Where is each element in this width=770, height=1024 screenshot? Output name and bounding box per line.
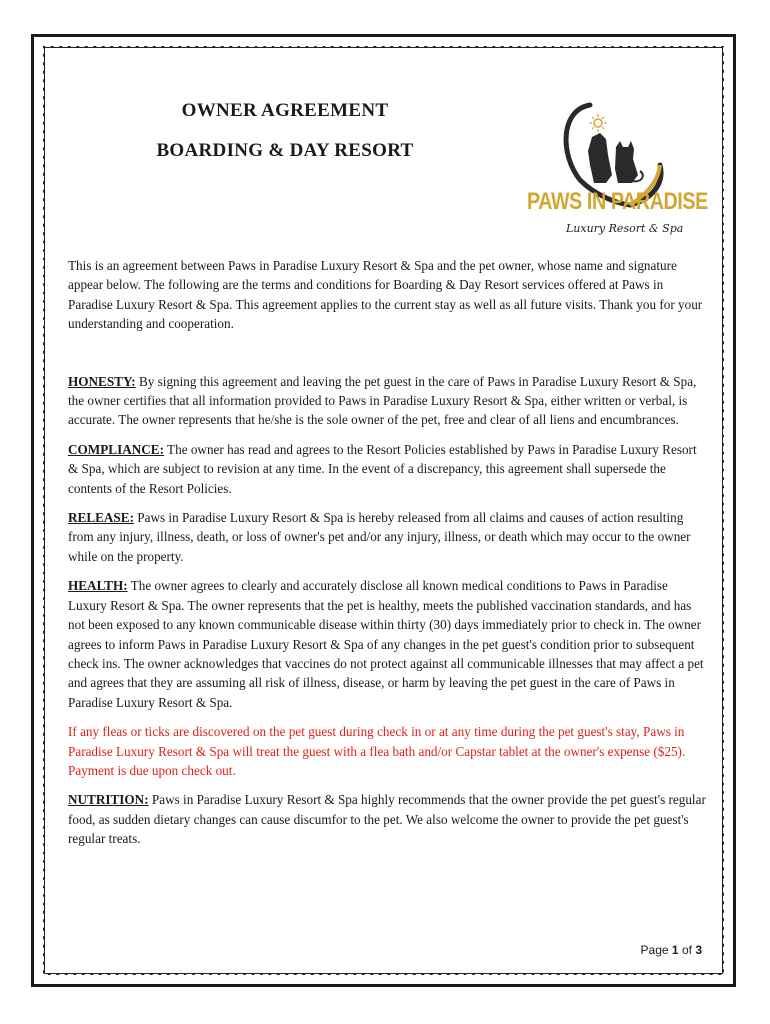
page-of: of [681, 943, 692, 957]
section-heading: NUTRITION: [68, 792, 149, 808]
page-number [641, 943, 702, 957]
fleas-notice: If any fleas or ticks are discovered on the pet guest during check in or at any time during the pet guest's stay, Paws in Paradise Luxury Resort & Spa will treat the guest with a flea bath and/or Capstar tablet at the owner's expense ($25). Payment is due upon check out. [68, 724, 686, 778]
intro-paragraph: This is an agreement between Paws in Paradise Luxury Resort & Spa and the pet owner, whose name and signature appear below. The following are the terms and conditions for Boarding & Day Resort services offered at Paws in Paradise Luxury Resort & Spa. This agreement applies to the current stay as well as all future visits. Thank you for your understanding and cooperation. [68, 258, 703, 332]
logo-tagline: Luxury Resort & Spa [566, 222, 684, 235]
section-text: The owner agrees to clearly and accurately disclose all known medical conditions to Paws in Paradise Luxury Resort & Spa. The owner represents that the pet is healthy, meets the published vaccination standards, and has not been exposed to any known communicable disease within thirty (30) days immediately prior to check in. The owner agrees to inform Paws in Paradise Luxury Resort & Spa of any changes in the pet guest's condition prior to subsequent check ins. The owner acknowledges that vaccines do not protect against all communicable illnesses that may affect a pet and agrees that they are assuming all risk of illness, disease, or harm by leaving the pet guest in the care of Paws in Paradise Luxury Resort & Spa. [68, 578, 704, 710]
section-heading: COMPLIANCE: [68, 441, 164, 457]
section-heading: HEALTH: [68, 578, 128, 594]
section-honesty [68, 372, 708, 430]
section-release [68, 508, 708, 566]
section-text: Paws in Paradise Luxury Resort & Spa is hereby released from all claims and causes of action resulting from any injury, illness, death, or loss of owner's pet and/or any injury, illness, or death which may occur to the owner while on the property. [68, 510, 691, 564]
section-text: By signing this agreement and leaving the pet guest in the care of Paws in Paradise Luxury Resort & Spa, the owner certifies that all information provided to Paws in Paradise Luxury Resort & Spa, either written or verbal, is accurate. The owner represents that he/she is the sole owner of the pet, free and clear of all liens and encumbrances. [68, 373, 697, 428]
section-heading: HONESTY: [68, 373, 136, 389]
page-current: 1 [671, 943, 679, 957]
section-text: The owner has read and agrees to the Resort Policies established by Paws in Paradise Luxury Resort & Spa, which are subject to revision at any time. In the event of a discrepancy, this agreement shall supersede the contents of the Resort Policies. [68, 441, 697, 496]
section-nutrition [68, 790, 708, 848]
page-total: 3 [695, 943, 702, 957]
agreement-body [68, 256, 708, 859]
section-compliance [68, 440, 708, 498]
section-health [68, 576, 708, 712]
logo-name: PAWS IN PARADISE [527, 188, 708, 215]
section-heading: RELEASE: [68, 510, 134, 526]
section-text: Paws in Paradise Luxury Resort & Spa highly recommends that the owner provide the pet guest's regular food, as sudden dietary changes can cause discumfor to the pet. We also welcome the owner to provide the pet guest's regular treats. [68, 792, 706, 847]
document-title: OWNER AGREEMENT [181, 100, 389, 121]
document-subtitle: BOARDING & DAY RESORT [156, 140, 414, 161]
page-label: Page [640, 943, 669, 957]
